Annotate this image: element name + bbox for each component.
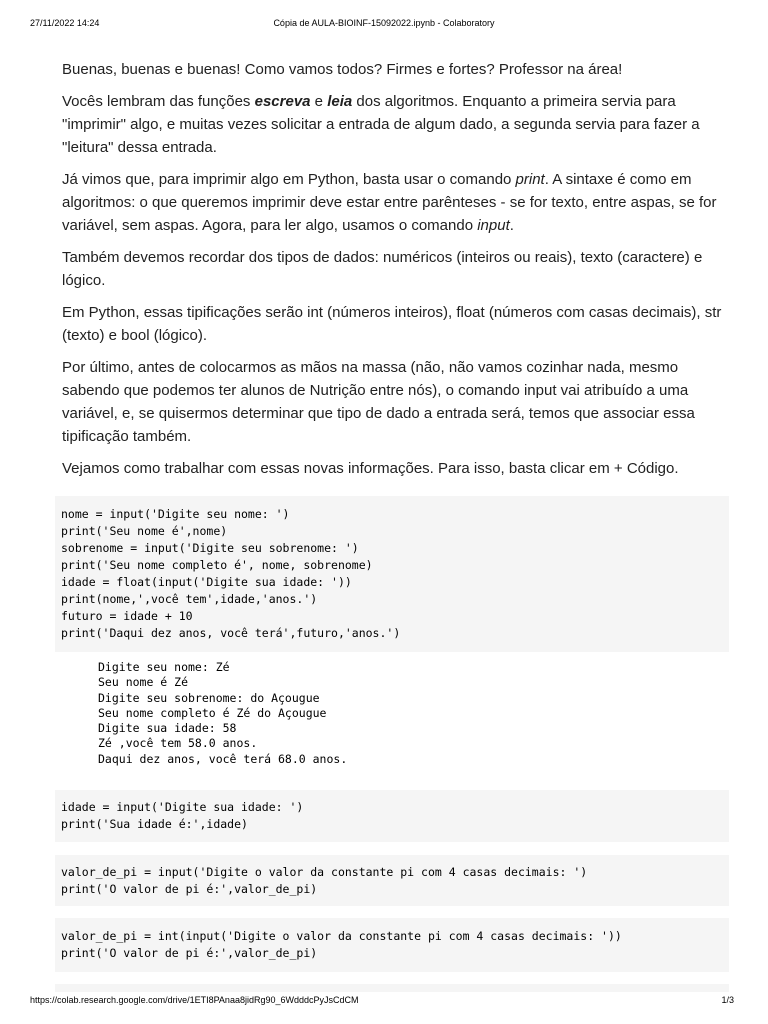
code-line: idade = input('Digite sua idade: ') <box>61 800 304 814</box>
paragraph-2-text: Vocês lembram das funções <box>62 93 255 110</box>
output-line: Zé ,você tem 58.0 anos. <box>98 736 258 751</box>
notebook-content <box>62 58 732 489</box>
output-line: Daqui dez anos, você terá 68.0 anos. <box>98 751 348 766</box>
paragraph-2-text: dos algoritmos. Enquanto a primeira servia para "imprimir" algo, e muitas vezes solicitar a entrada de algum dado, a segunda servia para fazer a "leitura" dessa entrada. <box>62 93 700 156</box>
keyword-escreva: escreva <box>254 93 311 110</box>
code-cell-4[interactable] <box>55 918 729 972</box>
keyword-print: print <box>515 171 545 188</box>
output-line: Digite seu nome: Zé <box>98 660 230 674</box>
paragraph-3-text: Já vimos que, para imprimir algo em Python, basta usar o comando <box>62 171 516 188</box>
code-line: valor_de_pi = input('Digite o valor da constante pi com 4 casas decimais: ') <box>61 865 588 879</box>
code-line: print(nome,',você tem',idade,'anos.') <box>61 592 318 606</box>
code-cell-1-output <box>98 660 718 767</box>
code-cell-1[interactable] <box>55 496 729 652</box>
code-line: sobrenome = input('Digite seu sobrenome: ') <box>61 541 359 555</box>
code-line: idade = float(input('Digite sua idade: ')) <box>61 575 352 589</box>
output-line: Seu nome completo é Zé do Açougue <box>98 705 327 720</box>
print-footer <box>0 995 768 1009</box>
code-line: print('O valor de pi é:',valor_de_pi) <box>61 882 318 896</box>
code-line: print('O valor de pi é:',valor_de_pi) <box>61 946 318 960</box>
paragraph-2 <box>62 90 732 159</box>
paragraph-3-text: . A sintaxe é como em algoritmos: o que queremos imprimir deve estar entre parênteses - se for texto, entre aspas, se for variável, sem aspas. Agora, para ler algo, usamos o comando <box>62 171 717 234</box>
paragraph-5: Em Python, essas tipificações serão int (números inteiros), float (números com casas decimais), str (texto) e bool (lógico). <box>62 304 722 344</box>
text-cell <box>62 58 732 480</box>
code-cell-2[interactable] <box>55 790 729 842</box>
paragraph-2-text: e <box>310 93 328 110</box>
paragraph-4: Também devemos recordar dos tipos de dados: numéricos (inteiros ou reais), texto (caractere) e lógico. <box>62 249 703 289</box>
output-line: Digite sua idade: 58 <box>98 721 237 736</box>
code-cell-5-partial[interactable] <box>55 984 729 992</box>
code-line: nome = input('Digite seu nome: ') <box>61 507 290 521</box>
paragraph-3 <box>62 168 732 237</box>
code-line: print('Sua idade é:',idade) <box>61 817 248 831</box>
output-line: Seu nome é Zé <box>98 675 189 690</box>
code-cell-3[interactable] <box>55 855 729 906</box>
code-line: print('Daqui dez anos, você terá',futuro,'anos.') <box>61 626 401 640</box>
print-header <box>0 18 768 32</box>
paragraph-1: Buenas, buenas e buenas! Como vamos todos? Firmes e fortes? Professor na área! <box>62 61 623 78</box>
page-number: 1/3 <box>721 995 734 1005</box>
paragraph-6: Por último, antes de colocarmos as mãos na massa (não, não vamos cozinhar nada, mesmo sabendo que podemos ter alunos de Nutrição entre nós), o comando input vai atribuído a uma variável, e, se quisermos determinar que tipo de dado a entrada será, temos que associar essa tipificação também. <box>62 359 695 445</box>
code-line: futuro = idade + 10 <box>61 609 193 623</box>
code-line: valor_de_pi = int(input('Digite o valor da constante pi com 4 casas decimais: ')) <box>61 929 622 943</box>
output-line: Digite seu sobrenome: do Açougue <box>98 690 320 705</box>
keyword-leia: leia <box>327 93 353 110</box>
code-line: print('Seu nome é',nome) <box>61 524 228 538</box>
print-date: 27/11/2022 14:24 <box>30 18 100 28</box>
paragraph-3-text: . <box>509 217 514 234</box>
code-line: print('Seu nome completo é', nome, sobrenome) <box>61 558 373 572</box>
keyword-input: input <box>477 217 510 234</box>
print-url: https://colab.research.google.com/drive/1ETI8PAnaa8jidRg90_6WdddcPyJsCdCM <box>30 995 359 1005</box>
print-title: Cópia de AULA-BIOINF-15092022.ipynb - Colaboratory <box>273 18 495 28</box>
paragraph-7: Vejamos como trabalhar com essas novas informações. Para isso, basta clicar em + Código. <box>62 460 679 477</box>
